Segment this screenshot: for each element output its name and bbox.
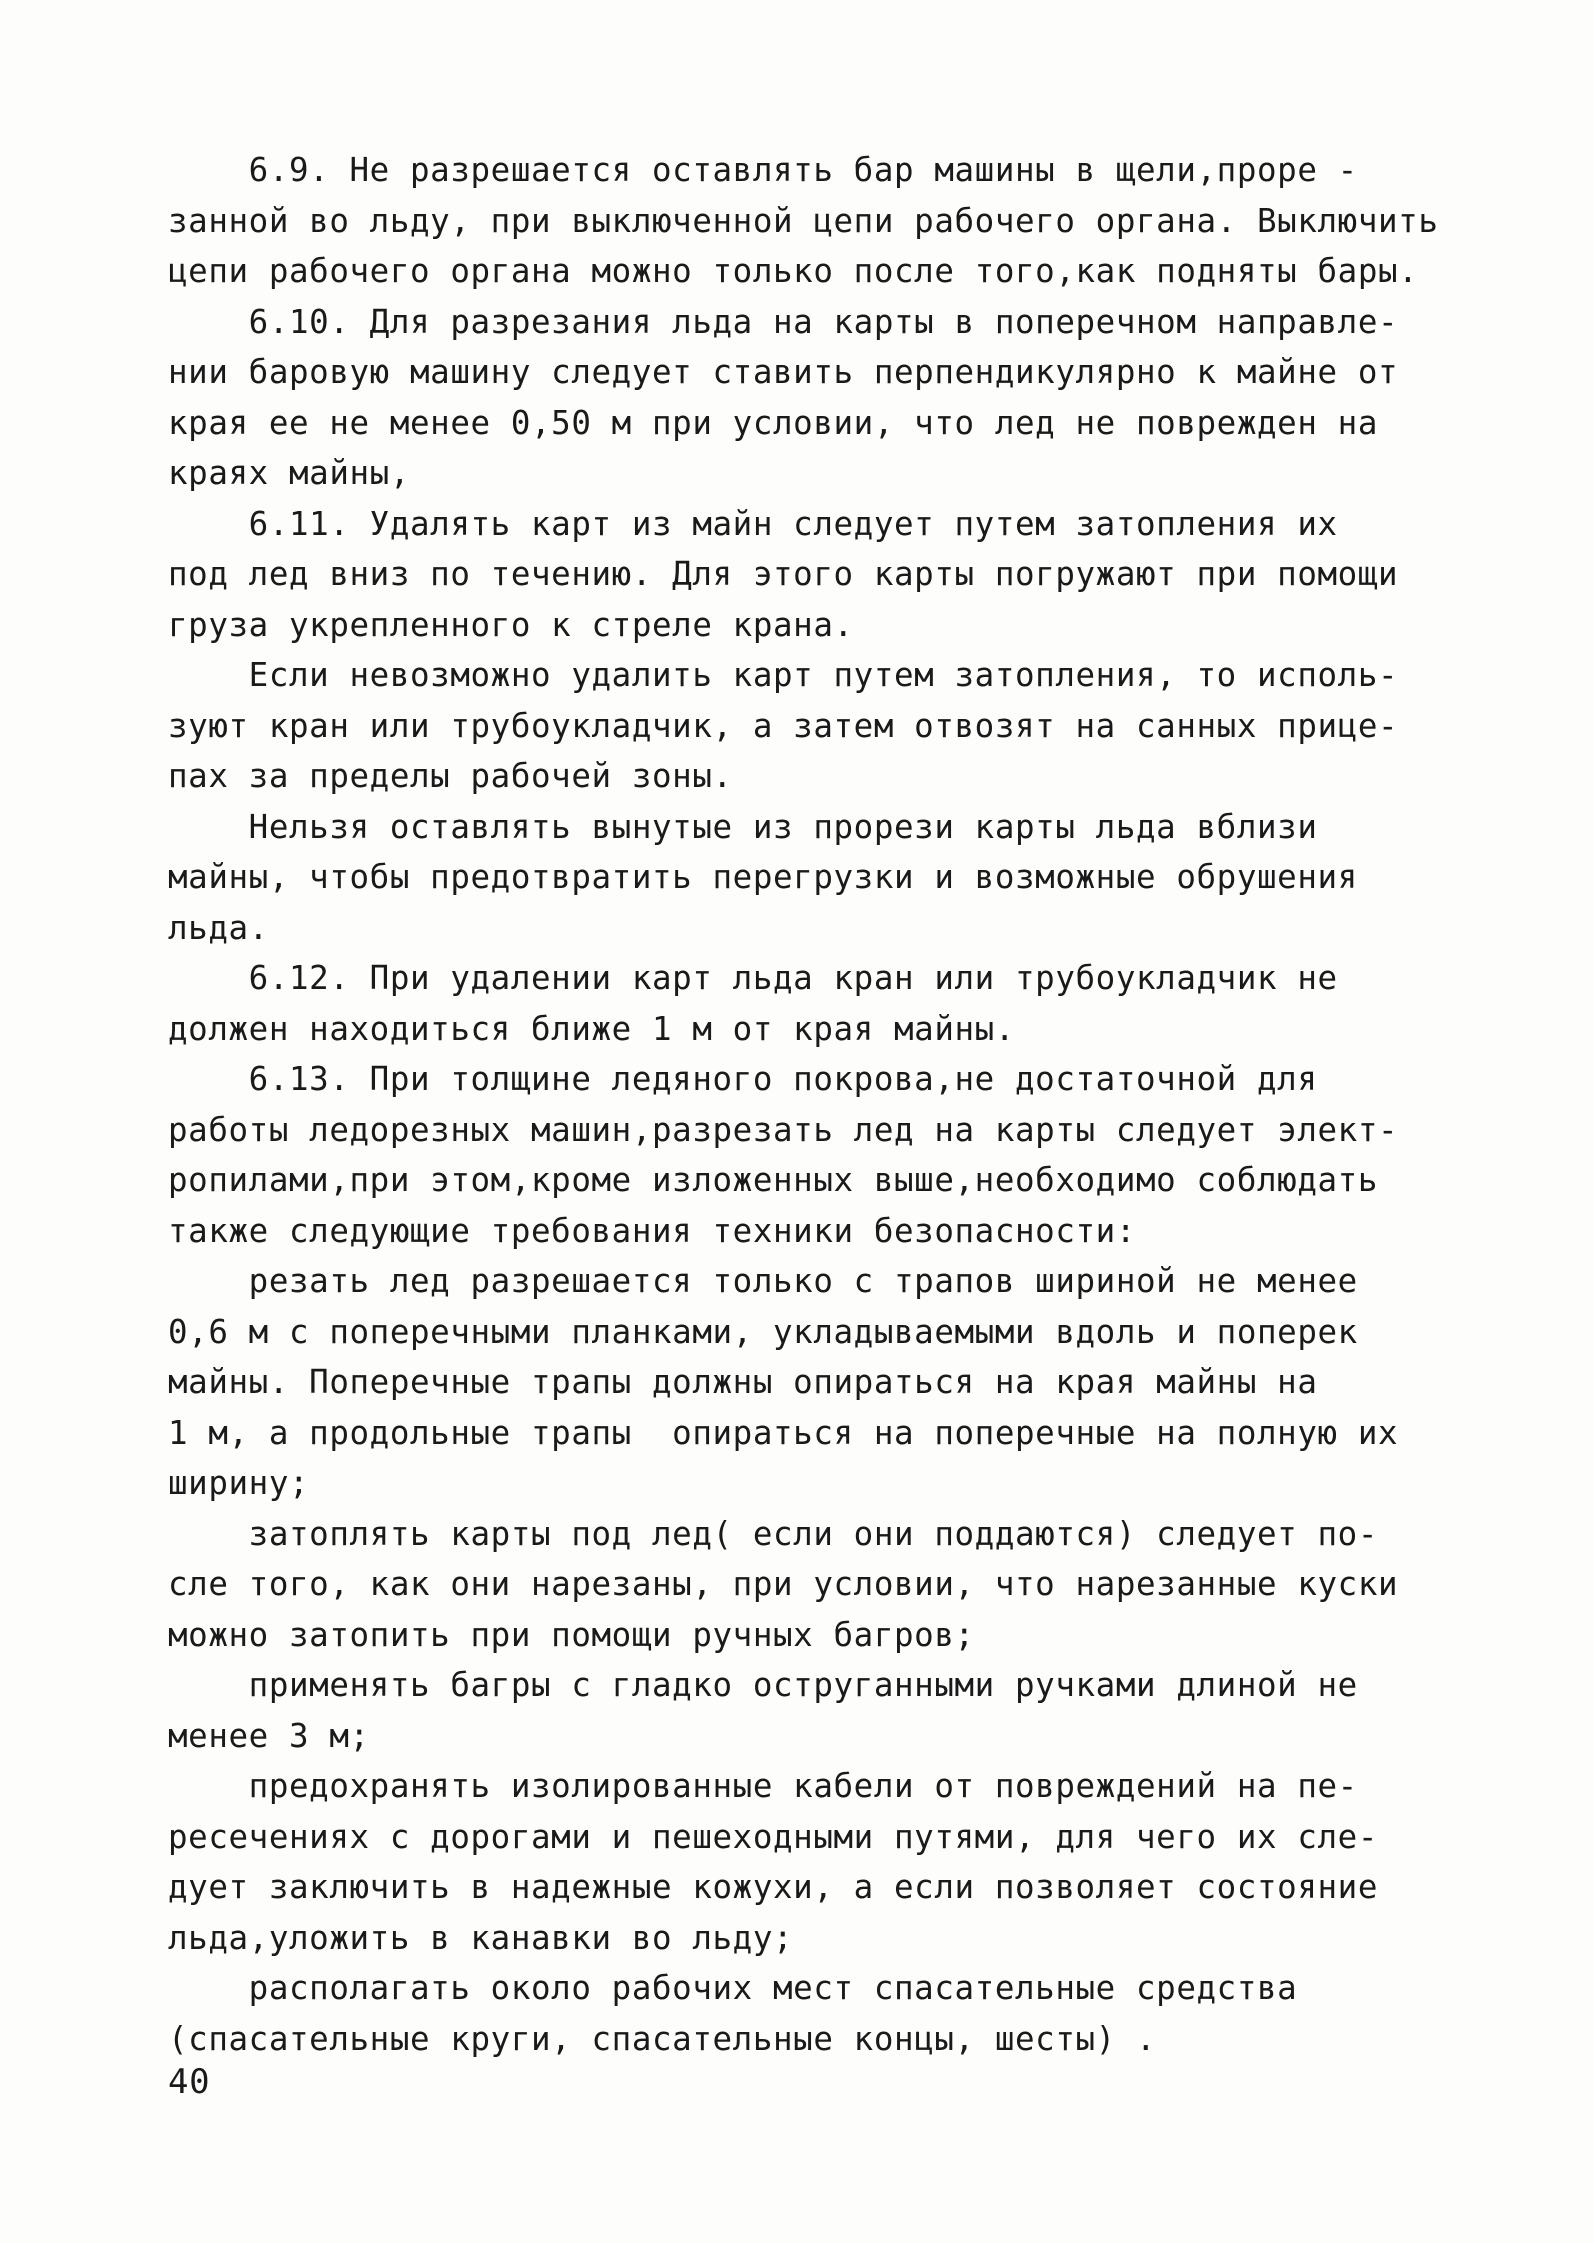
- text-line: затоплять карты под лед( если они поддаются) следует по-: [168, 1514, 1378, 1553]
- text-line: резать лед разрешается только с трапов шириной не менее: [168, 1262, 1358, 1300]
- text-line: 6.12. При удалении карт льда кран или трубоукладчик не: [168, 959, 1338, 997]
- text-line: (спасательные круги, спасательные концы, шесты) .: [168, 2019, 1157, 2058]
- text-line: ширину;: [168, 1464, 310, 1502]
- text-line: груза укрепленного к стреле крана.: [168, 605, 854, 644]
- text-line: сле того, как они нарезаны, при условии, что нарезанные куски: [168, 1565, 1399, 1603]
- text-line: 6.10. Для разрезания льда на карты в поперечном направле-: [168, 302, 1399, 341]
- text-line: работы ледорезных машин,разрезать лед на карты следует элект-: [168, 1110, 1399, 1149]
- body-text: [168, 145, 1458, 2064]
- text-line: занной во льду, при выключенной цепи рабочего органа. Выключить: [168, 201, 1439, 240]
- text-line: ропилами,при этом,кроме изложенных выше,необходимо соблюдать: [168, 1161, 1378, 1199]
- text-line: предохранять изолированные кабели от повреждений на пе-: [168, 1767, 1358, 1805]
- text-line: 6.11. Удалять карт из майн следует путем затопления их: [168, 504, 1338, 543]
- text-line: льда,уложить в канавки во льду;: [168, 1918, 794, 1957]
- text-line: нии баровую машину следует ставить перпендикулярно к майне от: [168, 353, 1399, 391]
- text-line: под лед вниз по течению. Для этого карты погружают при помощи: [168, 555, 1399, 593]
- text-line: 6.9. Не разрешается оставлять бар машины в щели,проре -: [168, 151, 1358, 189]
- text-line: менее 3 м;: [168, 1716, 370, 1755]
- text-line: 0,6 м с поперечными планками, укладываемыми вдоль и поперек: [168, 1312, 1358, 1351]
- text-line: льда.: [168, 908, 269, 947]
- text-line: Если невозможно удалить карт путем затопления, то исполь-: [168, 656, 1399, 694]
- text-line: применять багры с гладко оструганными ручками длиной не: [168, 1666, 1358, 1704]
- text-line: Нельзя оставлять вынутые из прорези карты льда вблизи: [168, 807, 1318, 846]
- text-line: должен находиться ближе 1 м от края майны.: [168, 1009, 1015, 1048]
- text-line: краях майны,: [168, 454, 410, 492]
- page-number: 40: [168, 2062, 211, 2102]
- text-line: также следующие требования техники безопасности:: [168, 1211, 1136, 1250]
- text-line: располагать около рабочих мест спасательные средства: [168, 1969, 1298, 2007]
- text-line: пах за пределы рабочей зоны.: [168, 757, 733, 795]
- text-line: ресечениях с дорогами и пешеходными путями, для чего их сле-: [168, 1817, 1378, 1856]
- text-line: 1 м, а продольные трапы опираться на поперечные на полную их: [168, 1413, 1399, 1452]
- text-line: майны. Поперечные трапы должны опираться на края майны на: [168, 1363, 1318, 1401]
- text-line: майны, чтобы предотвратить перегрузки и возможные обрушения: [168, 858, 1358, 896]
- text-line: цепи рабочего органа можно только после того,как подняты бары.: [168, 252, 1419, 290]
- text-line: края ее не менее 0,50 м при условии, что лед не поврежден на: [168, 403, 1378, 442]
- text-line: 6.13. При толщине ледяного покрова,не достаточной для: [168, 1060, 1318, 1098]
- text-line: можно затопить при помощи ручных багров;: [168, 1615, 975, 1654]
- text-line: дует заключить в надежные кожухи, а если позволяет состояние: [168, 1868, 1378, 1906]
- text-line: зуют кран или трубоукладчик, а затем отвозят на санных прице-: [168, 706, 1399, 745]
